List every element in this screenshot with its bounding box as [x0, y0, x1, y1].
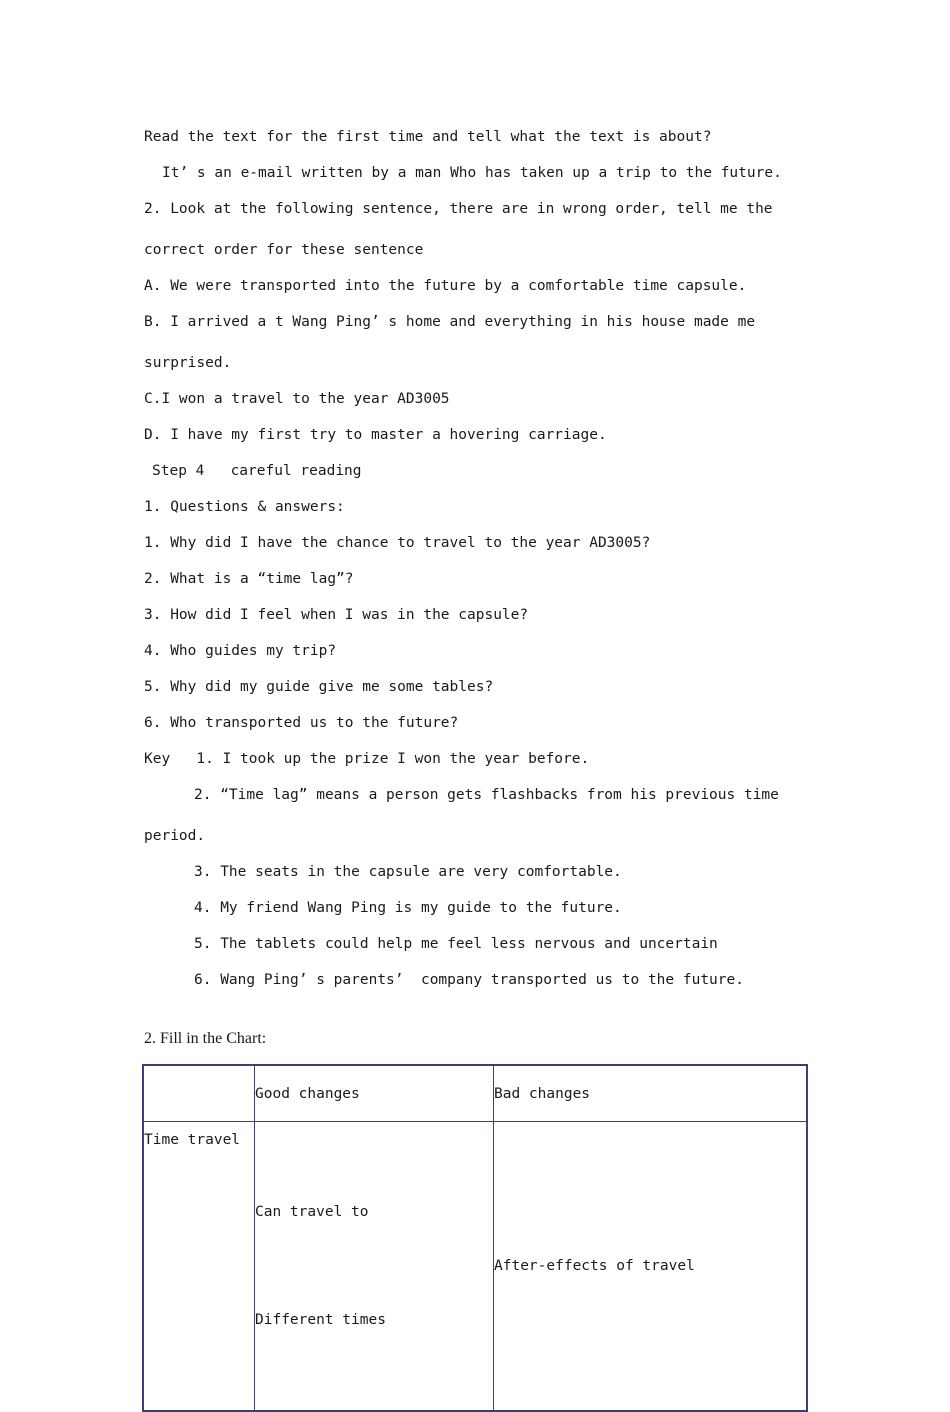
- header-cell-good: Good changes: [255, 1065, 494, 1122]
- question-6: 6. Who transported us to the future?: [144, 715, 459, 731]
- instruction-order-cont: correct order for these sentence: [144, 242, 424, 258]
- instruction-order: 2. Look at the following sentence, there are in wrong order, tell me the: [144, 201, 773, 217]
- header-cell-bad: Bad changes: [494, 1065, 808, 1122]
- sentence-a: A. We were transported into the future by a comfortable time capsule.: [144, 278, 747, 294]
- good-changes-cell: [255, 1122, 494, 1412]
- row-label-cell: Time travel: [143, 1122, 255, 1412]
- key-4: 4. My friend Wang Ping is my guide to the future.: [194, 900, 622, 916]
- chart-heading: 2. Fill in the Chart:: [144, 1030, 267, 1047]
- key-2-cont: period.: [144, 828, 206, 844]
- good-changes-line-1: Can travel to: [255, 1204, 369, 1220]
- sentence-c: C.I won a travel to the year AD3005: [144, 391, 450, 407]
- question-5: 5. Why did my guide give me some tables?: [144, 679, 494, 695]
- questions-heading: 1. Questions & answers:: [144, 499, 345, 515]
- key-6: 6. Wang Ping’ s parents’ company transported us to the future.: [194, 972, 744, 988]
- question-2: 2. What is a “time lag”?: [144, 571, 354, 587]
- sentence-b-cont: surprised.: [144, 355, 232, 371]
- sentence-d: D. I have my first try to master a hovering carriage.: [144, 427, 607, 443]
- key-3: 3. The seats in the capsule are very comfortable.: [194, 864, 622, 880]
- question-4: 4. Who guides my trip?: [144, 643, 337, 659]
- table-header-row: [143, 1065, 807, 1122]
- header-cell-empty: [143, 1065, 255, 1122]
- answer-summary: It’ s an e-mail written by a man Who has taken up a trip to the future.: [162, 165, 782, 181]
- question-1: 1. Why did I have the chance to travel to the year AD3005?: [144, 535, 651, 551]
- table-row: [143, 1122, 807, 1412]
- instruction-read: Read the text for the first time and tell what the text is about?: [144, 129, 712, 145]
- key-5: 5. The tablets could help me feel less nervous and uncertain: [194, 936, 718, 952]
- key-2: 2. “Time lag” means a person gets flashbacks from his previous time: [194, 787, 779, 803]
- changes-table: [142, 1064, 808, 1412]
- question-3: 3. How did I feel when I was in the capsule?: [144, 607, 529, 623]
- key-1: Key 1. I took up the prize I won the year before.: [144, 751, 590, 767]
- step-heading: Step 4 careful reading: [152, 463, 362, 479]
- sentence-b: B. I arrived a t Wang Ping’ s home and everything in his house made me: [144, 314, 756, 330]
- good-changes-line-2: Different times: [255, 1312, 386, 1328]
- bad-changes-cell: After-effects of travel: [494, 1122, 808, 1412]
